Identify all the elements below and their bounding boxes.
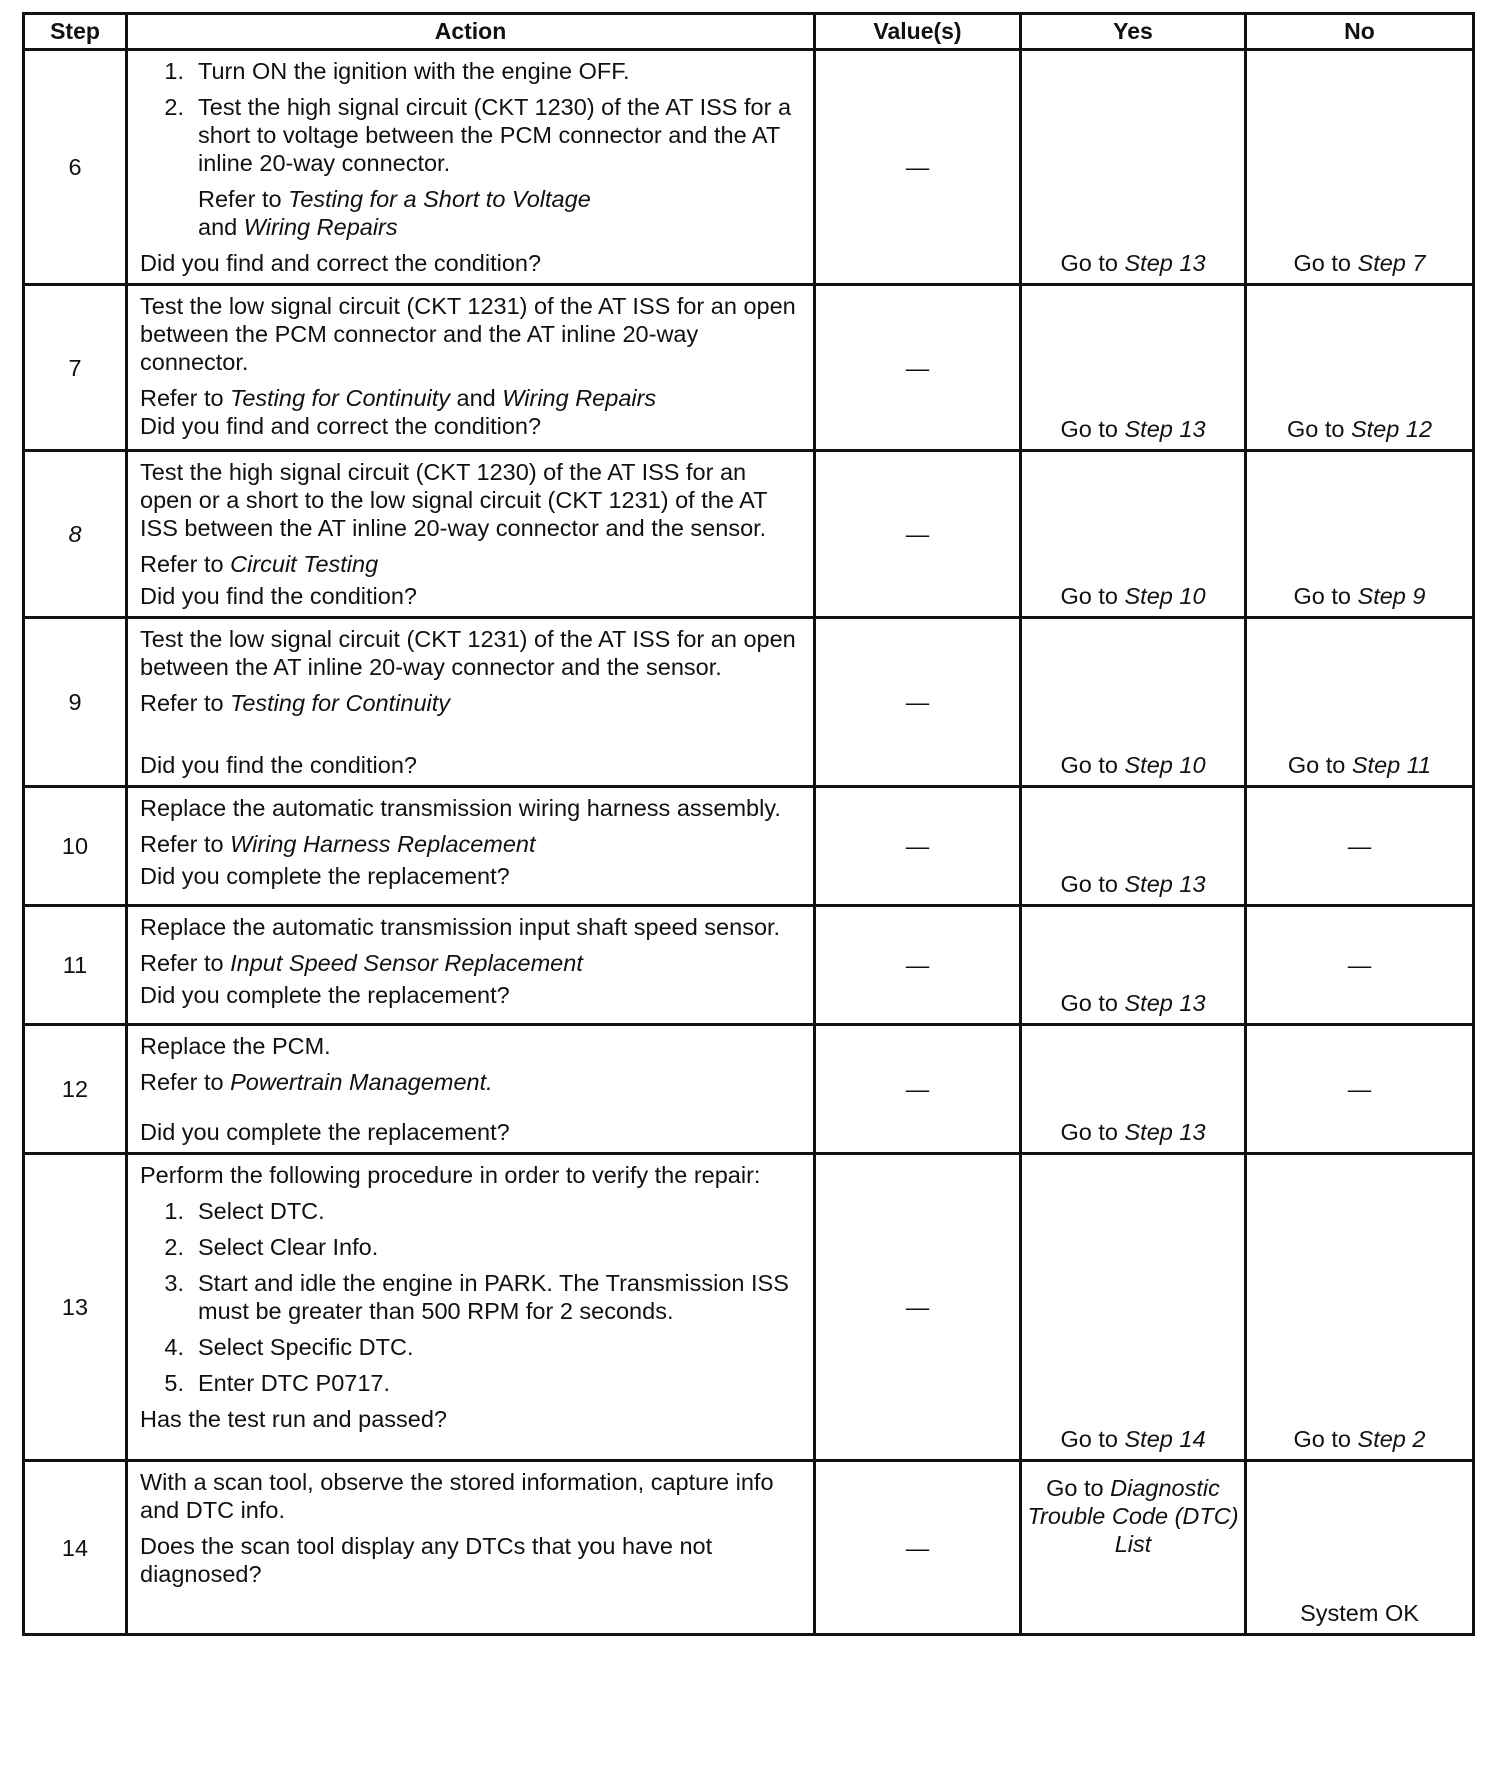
diagnostic-table-sheet xyxy=(22,12,1472,1636)
question: Has the test run and passed? xyxy=(140,1406,448,1432)
table-row-step-8 xyxy=(24,451,1474,618)
question: Did you complete the replacement? xyxy=(140,982,510,1008)
question: Did you find the condition? xyxy=(140,752,417,778)
no-step-link[interactable]: Step 2 xyxy=(1357,1426,1426,1452)
table-row-step-12 xyxy=(24,1025,1474,1154)
yes-cell[interactable]: Go to Step 13 xyxy=(1021,285,1246,451)
action-text: Replace the automatic transmission wiring harness assembly. xyxy=(140,795,781,821)
yes-step-link[interactable]: Step 13 xyxy=(1124,416,1206,442)
table-row-step-7 xyxy=(24,285,1474,451)
no-cell[interactable]: Go to Step 2 xyxy=(1246,1154,1474,1461)
value-cell: — xyxy=(815,1154,1021,1461)
yes-cell[interactable]: Go to Step 10 xyxy=(1021,618,1246,787)
action-text: Test the high signal circuit (CKT 1230) of the AT ISS for an open or a short to the low signal circuit (CKT 1231) of the AT ISS between the AT inline 20-way connector and the sensor. xyxy=(140,459,767,541)
action-cell xyxy=(127,1025,815,1154)
yes-cell[interactable]: Go to Step 10 xyxy=(1021,451,1246,618)
numbered-item: 2. Test the high signal circuit (CKT 1230) of the AT ISS for a short to voltage between the PCM connector and the AT inline 20-way connector. xyxy=(164,94,792,176)
no-cell[interactable]: Go to Step 7 xyxy=(1246,50,1474,285)
action-cell xyxy=(127,50,815,285)
step-number: 11 xyxy=(24,906,127,1025)
step-number: 12 xyxy=(24,1025,127,1154)
reference-link[interactable]: Powertrain Management. xyxy=(230,1069,493,1095)
yes-step-link[interactable]: Step 13 xyxy=(1124,871,1206,897)
step-number: 8 xyxy=(24,451,127,618)
step-number: 7 xyxy=(24,285,127,451)
action-text: With a scan tool, observe the stored information, capture info and DTC info. xyxy=(140,1469,774,1523)
reference-link[interactable]: Testing for Continuity xyxy=(230,690,451,716)
yes-step-link[interactable]: Step 13 xyxy=(1124,1119,1206,1145)
refer-line: Refer to Wiring Harness Replacement xyxy=(140,831,536,857)
no-cell xyxy=(1246,1461,1474,1635)
step-number: 9 xyxy=(24,618,127,787)
refer-line: Refer to Powertrain Management. xyxy=(140,1069,493,1095)
no-cell: — xyxy=(1246,906,1474,1025)
yes-cell[interactable]: Go to Step 13 xyxy=(1021,906,1246,1025)
action-cell xyxy=(127,1154,815,1461)
table-row-step-13 xyxy=(24,1154,1474,1461)
action-text: Test the low signal circuit (CKT 1231) of the AT ISS for an open between the AT inline 20-way connector and the sensor. xyxy=(140,626,796,680)
value-cell: — xyxy=(815,787,1021,906)
numbered-item: 4. Select Specific DTC. xyxy=(164,1334,414,1360)
question: Did you find and correct the condition? xyxy=(140,250,542,276)
refer-line: Refer to Input Speed Sensor Replacement xyxy=(140,950,583,976)
refer-line: Refer to Testing for Continuity xyxy=(140,690,451,716)
no-cell: — xyxy=(1246,1025,1474,1154)
header-step: Step xyxy=(24,14,127,50)
refer-line: Refer to Testing for Continuity and Wiring Repairs xyxy=(140,385,657,411)
table-row-step-10 xyxy=(24,787,1474,906)
reference-link[interactable]: Wiring Harness Replacement xyxy=(230,831,536,857)
action-text: Test the low signal circuit (CKT 1231) of the AT ISS for an open between the PCM connector and the AT inline 20-way connector. xyxy=(140,293,796,375)
value-cell: — xyxy=(815,285,1021,451)
action-text: Replace the PCM. xyxy=(140,1033,331,1059)
dtc-list-link[interactable]: Diagnostic Trouble Code (DTC) List xyxy=(1027,1475,1239,1557)
numbered-item: 1. Turn ON the ignition with the engine OFF. xyxy=(164,58,630,84)
no-step-link[interactable]: Step 11 xyxy=(1351,752,1432,778)
question: Did you complete the replacement? xyxy=(140,1119,510,1145)
table-row-step-14 xyxy=(24,1461,1474,1635)
yes-cell[interactable]: Go to Step 14 xyxy=(1021,1154,1246,1461)
refer-line: Refer to Testing for a Short to Voltage and Wiring Repairs xyxy=(198,186,591,240)
value-cell: — xyxy=(815,1025,1021,1154)
system-ok-text: System OK xyxy=(1300,1600,1419,1626)
yes-cell[interactable]: Go to Step 13 xyxy=(1021,50,1246,285)
header-no: No xyxy=(1246,14,1474,50)
no-cell[interactable]: Go to Step 11 xyxy=(1246,618,1474,787)
action-cell xyxy=(127,451,815,618)
numbered-item: 2. Select Clear Info. xyxy=(164,1234,379,1260)
no-cell[interactable]: Go to Step 12 xyxy=(1246,285,1474,451)
reference-link[interactable]: Testing for Continuity xyxy=(230,385,451,411)
header-row xyxy=(24,14,1474,50)
action-cell xyxy=(127,285,815,451)
yes-step-link[interactable]: Step 13 xyxy=(1124,250,1206,276)
yes-step-link[interactable]: Step 13 xyxy=(1124,990,1206,1016)
action-cell xyxy=(127,787,815,906)
no-step-link[interactable]: Step 12 xyxy=(1351,416,1433,442)
header-action: Action xyxy=(127,14,815,50)
yes-step-link[interactable]: Step 10 xyxy=(1124,752,1206,778)
question: Did you find the condition? xyxy=(140,583,417,609)
yes-cell[interactable]: Go to Step 13 xyxy=(1021,1025,1246,1154)
action-cell xyxy=(127,618,815,787)
reference-link[interactable]: Wiring Repairs xyxy=(502,385,657,411)
action-cell xyxy=(127,906,815,1025)
yes-cell[interactable]: Go to Diagnostic Trouble Code (DTC) List xyxy=(1021,1461,1246,1635)
value-cell: — xyxy=(815,906,1021,1025)
no-cell: — xyxy=(1246,787,1474,906)
action-text: Replace the automatic transmission input shaft speed sensor. xyxy=(140,914,781,940)
reference-link[interactable]: Testing for a Short to Voltage xyxy=(288,186,591,212)
action-cell xyxy=(127,1461,815,1635)
refer-line: Refer to Circuit Testing xyxy=(140,551,379,577)
yes-step-link[interactable]: Step 14 xyxy=(1124,1426,1206,1452)
value-cell: — xyxy=(815,618,1021,787)
question: Does the scan tool display any DTCs that you have not diagnosed? xyxy=(140,1533,713,1587)
numbered-item: 5. Enter DTC P0717. xyxy=(164,1370,391,1396)
table-row-step-9 xyxy=(24,618,1474,787)
procedure-list xyxy=(140,1197,803,1397)
no-step-link[interactable]: Step 7 xyxy=(1357,250,1426,276)
value-cell: — xyxy=(815,50,1021,285)
yes-step-link[interactable]: Step 10 xyxy=(1124,583,1206,609)
table-row-step-11 xyxy=(24,906,1474,1025)
header-values: Value(s) xyxy=(815,14,1021,50)
value-cell: — xyxy=(815,451,1021,618)
value-cell: — xyxy=(815,1461,1021,1635)
question: Did you complete the replacement? xyxy=(140,863,510,889)
step-number: 10 xyxy=(24,787,127,906)
step-number: 6 xyxy=(24,50,127,285)
table-row-step-6 xyxy=(24,50,1474,285)
header-yes: Yes xyxy=(1021,14,1246,50)
reference-link[interactable]: Wiring Repairs xyxy=(243,214,398,240)
action-text: Perform the following procedure in order to verify the repair: xyxy=(140,1162,761,1188)
reference-link[interactable]: Input Speed Sensor Replacement xyxy=(230,950,583,976)
step-number: 14 xyxy=(24,1461,127,1635)
step-number: 13 xyxy=(24,1154,127,1461)
numbered-item: 3. Start and idle the engine in PARK. The Transmission ISS must be greater than 500 RPM for 2 seconds. xyxy=(164,1270,789,1324)
no-step-link[interactable]: Step 9 xyxy=(1357,583,1426,609)
no-cell[interactable]: Go to Step 9 xyxy=(1246,451,1474,618)
diagnostic-table xyxy=(22,12,1475,1636)
numbered-item: 1. Select DTC. xyxy=(164,1198,325,1224)
yes-cell[interactable]: Go to Step 13 xyxy=(1021,787,1246,906)
reference-link[interactable]: Circuit Testing xyxy=(230,551,379,577)
question: Did you find and correct the condition? xyxy=(140,413,542,439)
